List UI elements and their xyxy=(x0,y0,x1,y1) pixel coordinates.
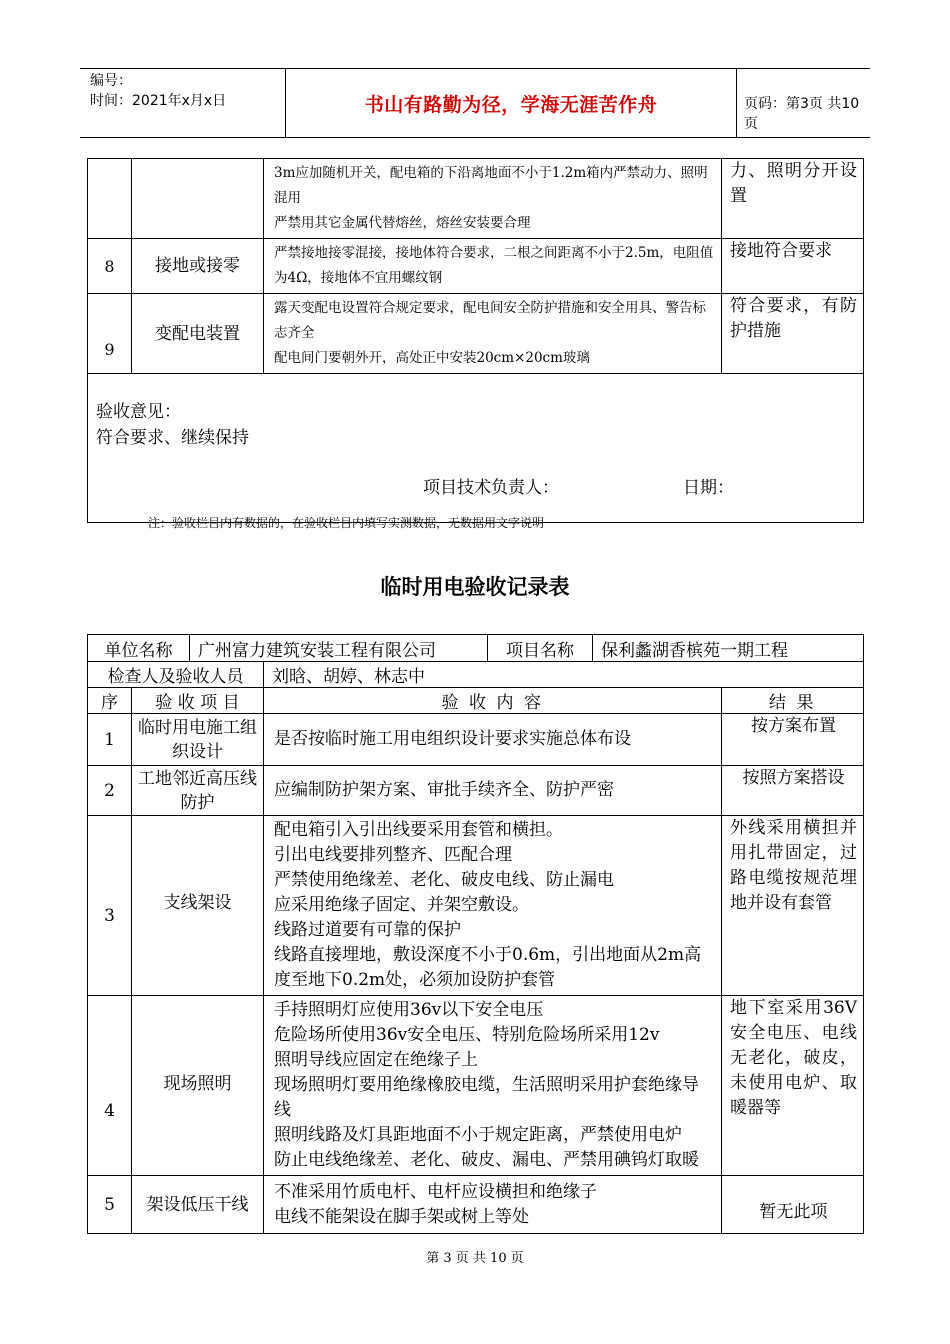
table-row xyxy=(88,1176,864,1234)
row-content xyxy=(264,1176,722,1234)
content-line: 照明导线应固定在绝缘子上 xyxy=(274,1050,478,1070)
date-label: 日期： xyxy=(683,478,734,498)
content-line: 是否按临时施工用电组织设计要求实施总体布设 xyxy=(274,729,631,749)
row-result: 暂无此项 xyxy=(722,1176,864,1234)
content-line: 配电间门要朝外开，高处正中安装20cm×20cm玻璃 xyxy=(274,350,590,366)
content-line: 3m应加随机开关，配电箱的下沿离地面不小于1.2m箱内严禁动力、照明混用 xyxy=(274,165,708,206)
row-result: 力、照明分开设置 xyxy=(722,159,864,239)
row-content xyxy=(264,714,722,766)
row-result: 接地符合要求 xyxy=(722,239,864,294)
content-line: 严禁接地接零混接，接地体符合要求，二根之间距离不小于2.5m，电阻值为4Ω，接地体不宜用螺纹钢 xyxy=(274,245,714,286)
project-label: 项目名称 xyxy=(488,635,593,662)
page-header xyxy=(80,68,870,138)
header-item: 验 收 项 目 xyxy=(132,688,264,714)
inspector-label: 检查人及验收人员 xyxy=(88,662,264,688)
info-row xyxy=(88,635,864,662)
content-line: 引出电线要排列整齐、匹配合理 xyxy=(274,845,512,865)
row-content xyxy=(264,159,722,239)
row-result: 按照方案搭设 xyxy=(722,766,864,816)
table-row xyxy=(88,816,864,996)
table-header-row xyxy=(88,688,864,714)
footnote: 注：验收栏目内有数据的，在验收栏目内填写实测数据，无数据用文字说明 xyxy=(148,516,545,530)
row-result: 地下室采用36V安全电压、电线无老化，破皮，未使用电炉、取暖器等 xyxy=(722,996,864,1176)
row-number: 9 xyxy=(88,294,132,374)
row-content xyxy=(264,294,722,374)
opinion-row xyxy=(88,374,864,523)
inspection-table-continued xyxy=(87,158,864,523)
row-number: 2 xyxy=(88,766,132,816)
row-item: 变配电装置 xyxy=(132,294,264,374)
page-footer: 第 3 页 共 10 页 xyxy=(426,1251,524,1266)
content-line: 配电箱引入引出线要采用套管和横担。 xyxy=(274,820,563,840)
header-left xyxy=(90,71,280,111)
row-item: 临时用电施工组织设计 xyxy=(132,714,264,766)
row-item: 支线架设 xyxy=(132,816,264,996)
row-number: 1 xyxy=(88,714,132,766)
unit-value: 广州富力建筑安装工程有限公司 xyxy=(190,635,488,662)
row-number: 4 xyxy=(88,996,132,1176)
sign-label: 项目技术负责人： xyxy=(423,478,559,498)
row-result: 按方案布置 xyxy=(722,714,864,766)
header-num: 序 xyxy=(88,688,132,714)
row-item: 现场照明 xyxy=(132,996,264,1176)
opinion-label: 验收意见： xyxy=(96,402,181,422)
row-item: 接地或接零 xyxy=(132,239,264,294)
content-line: 电线不能架设在脚手架或树上等处 xyxy=(274,1206,529,1227)
content-line: 手持照明灯应使用36v以下安全电压 xyxy=(274,1000,544,1020)
row-result: 外线采用横担并用扎带固定，过路电缆按规范埋地并设有套管 xyxy=(722,816,864,996)
code-label: 编号： xyxy=(90,73,132,89)
content-line: 应编制防护架方案、审批手续齐全、防护严密 xyxy=(274,780,614,800)
header-page-label: 页码：第3页 共10页 xyxy=(744,96,860,132)
table-row xyxy=(88,294,864,374)
content-line: 照明线路及灯具距地面不小于规定距离，严禁使用电炉 xyxy=(274,1125,682,1145)
content-line: 防止电线绝缘差、老化、破皮、漏电、严禁用碘钨灯取暖 xyxy=(274,1150,699,1170)
header-content: 验 收 内 容 xyxy=(264,688,722,714)
row-number xyxy=(88,159,132,239)
table-row xyxy=(88,766,864,816)
content-line: 不准采用竹质电杆、电杆应设横担和绝缘子 xyxy=(274,1181,597,1202)
row-content xyxy=(264,239,722,294)
time-label: 时间：2021年x月x日 xyxy=(90,93,227,109)
table-row xyxy=(88,239,864,294)
row-item: 工地邻近高压线防护 xyxy=(132,766,264,816)
acceptance-record-table xyxy=(87,634,864,1234)
section-title: 临时用电验收记录表 xyxy=(380,575,570,599)
header-result: 结 果 xyxy=(722,688,864,714)
row-content xyxy=(264,996,722,1176)
unit-label: 单位名称 xyxy=(88,635,190,662)
row-number: 8 xyxy=(88,239,132,294)
row-number: 5 xyxy=(88,1176,132,1234)
header-motto: 书山有路勤为径，学海无涯苦作舟 xyxy=(285,69,737,137)
content-line: 线路直接埋地，敷设深度不小于0.6m，引出地面从2m高度至地下0.2m处，必须加设防护套管 xyxy=(274,945,702,990)
row-content xyxy=(264,816,722,996)
opinion-text: 符合要求、继续保持 xyxy=(96,428,249,448)
content-line: 应采用绝缘子固定、并架空敷设。 xyxy=(274,895,529,915)
content-line: 严禁使用绝缘差、老化、破皮电线、防止漏电 xyxy=(274,870,614,890)
content-line: 露天变配电设置符合规定要求，配电间安全防护措施和安全用具、警告标志齐全 xyxy=(274,300,706,341)
content-line: 严禁用其它金属代替熔丝，熔丝安装要合理 xyxy=(274,215,531,231)
content-line: 线路过道要有可靠的保护 xyxy=(274,920,461,940)
table-row xyxy=(88,714,864,766)
project-value: 保利蠡湖香槟苑一期工程 xyxy=(593,635,864,662)
info-row xyxy=(88,662,864,688)
content-line: 现场照明灯要用绝缘橡胶电缆，生活照明采用护套绝缘导线 xyxy=(274,1075,699,1120)
row-content xyxy=(264,766,722,816)
row-result: 符合要求，有防护措施 xyxy=(722,294,864,374)
row-number: 3 xyxy=(88,816,132,996)
content-line: 危险场所使用36v安全电压、特别危险场所采用12v xyxy=(274,1025,660,1045)
inspector-value: 刘晗、胡婷、林志中 xyxy=(264,662,864,688)
opinion-cell xyxy=(88,374,864,523)
row-item xyxy=(132,159,264,239)
row-item: 架设低压干线 xyxy=(132,1176,264,1234)
table-row xyxy=(88,996,864,1176)
table-row xyxy=(88,159,864,239)
